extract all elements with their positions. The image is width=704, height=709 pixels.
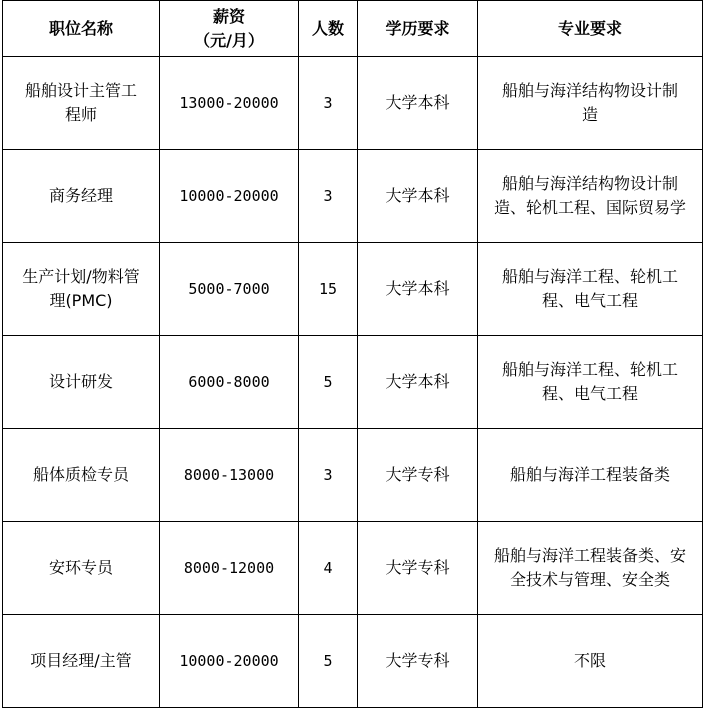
cell-count: 3 [299, 150, 358, 243]
cell-major [478, 243, 703, 336]
position-text: 项目经理/主管 [30, 651, 132, 670]
table-row [3, 615, 703, 708]
table-row [3, 522, 703, 615]
cell-count: 4 [299, 522, 358, 615]
major-text: 船舶与海洋工程、轮机工 [501, 267, 678, 286]
job-requirements-table [2, 0, 703, 708]
position-text-cont: 程师 [64, 105, 97, 124]
major-text: 不限 [573, 651, 606, 670]
cell-count: 3 [299, 429, 358, 522]
cell-major [478, 57, 703, 150]
table-row [3, 57, 703, 150]
position-text: 安环专员 [48, 558, 113, 577]
table-row [3, 243, 703, 336]
major-text-cont: 程、电气工程 [541, 291, 638, 310]
cell-salary: 8000-12000 [160, 522, 299, 615]
header-salary [160, 1, 299, 57]
cell-salary: 10000-20000 [160, 150, 299, 243]
position-text-cont: 理(PMC) [49, 291, 113, 310]
cell-count: 15 [299, 243, 358, 336]
header-salary-label: 薪资 [212, 6, 245, 26]
position-text: 船舶设计主管工 [24, 81, 137, 100]
header-count: 人数 [299, 1, 358, 57]
header-position: 职位名称 [3, 1, 160, 57]
header-salary-unit: （元/月） [194, 30, 264, 50]
cell-position [3, 336, 160, 429]
cell-count: 5 [299, 336, 358, 429]
cell-education: 大学专科 [358, 429, 478, 522]
cell-education: 大学专科 [358, 522, 478, 615]
major-text: 船舶与海洋结构物设计制 [501, 174, 678, 193]
cell-position [3, 522, 160, 615]
major-text: 船舶与海洋工程装备类、安 [493, 546, 686, 565]
header-education: 学历要求 [358, 1, 478, 57]
cell-position [3, 150, 160, 243]
major-text: 船舶与海洋结构物设计制 [501, 81, 678, 100]
table-row [3, 429, 703, 522]
position-text: 商务经理 [48, 186, 113, 205]
major-text-cont: 造、轮机工程、国际贸易学 [493, 198, 686, 217]
cell-major [478, 615, 703, 708]
position-text: 设计研发 [48, 372, 113, 391]
major-text: 船舶与海洋工程、轮机工 [501, 360, 678, 379]
cell-salary: 6000-8000 [160, 336, 299, 429]
table-row [3, 150, 703, 243]
cell-position [3, 57, 160, 150]
position-text: 船体质检专员 [32, 465, 129, 484]
position-text: 生产计划/物料管 [22, 267, 140, 286]
cell-position [3, 243, 160, 336]
header-major: 专业要求 [478, 1, 703, 57]
major-text-cont: 造 [581, 105, 598, 124]
cell-education: 大学本科 [358, 243, 478, 336]
cell-salary: 5000-7000 [160, 243, 299, 336]
cell-salary: 10000-20000 [160, 615, 299, 708]
cell-position [3, 615, 160, 708]
table-header-row [3, 1, 703, 57]
cell-count: 5 [299, 615, 358, 708]
cell-education: 大学本科 [358, 57, 478, 150]
cell-major [478, 429, 703, 522]
cell-education: 大学专科 [358, 615, 478, 708]
cell-major [478, 150, 703, 243]
cell-salary: 8000-13000 [160, 429, 299, 522]
major-text: 船舶与海洋工程装备类 [509, 465, 670, 484]
cell-education: 大学本科 [358, 150, 478, 243]
major-text-cont: 程、电气工程 [541, 384, 638, 403]
major-text-cont: 全技术与管理、安全类 [509, 570, 670, 589]
table-row [3, 336, 703, 429]
cell-major [478, 522, 703, 615]
cell-position [3, 429, 160, 522]
cell-salary: 13000-20000 [160, 57, 299, 150]
cell-education: 大学本科 [358, 336, 478, 429]
cell-major [478, 336, 703, 429]
cell-count: 3 [299, 57, 358, 150]
